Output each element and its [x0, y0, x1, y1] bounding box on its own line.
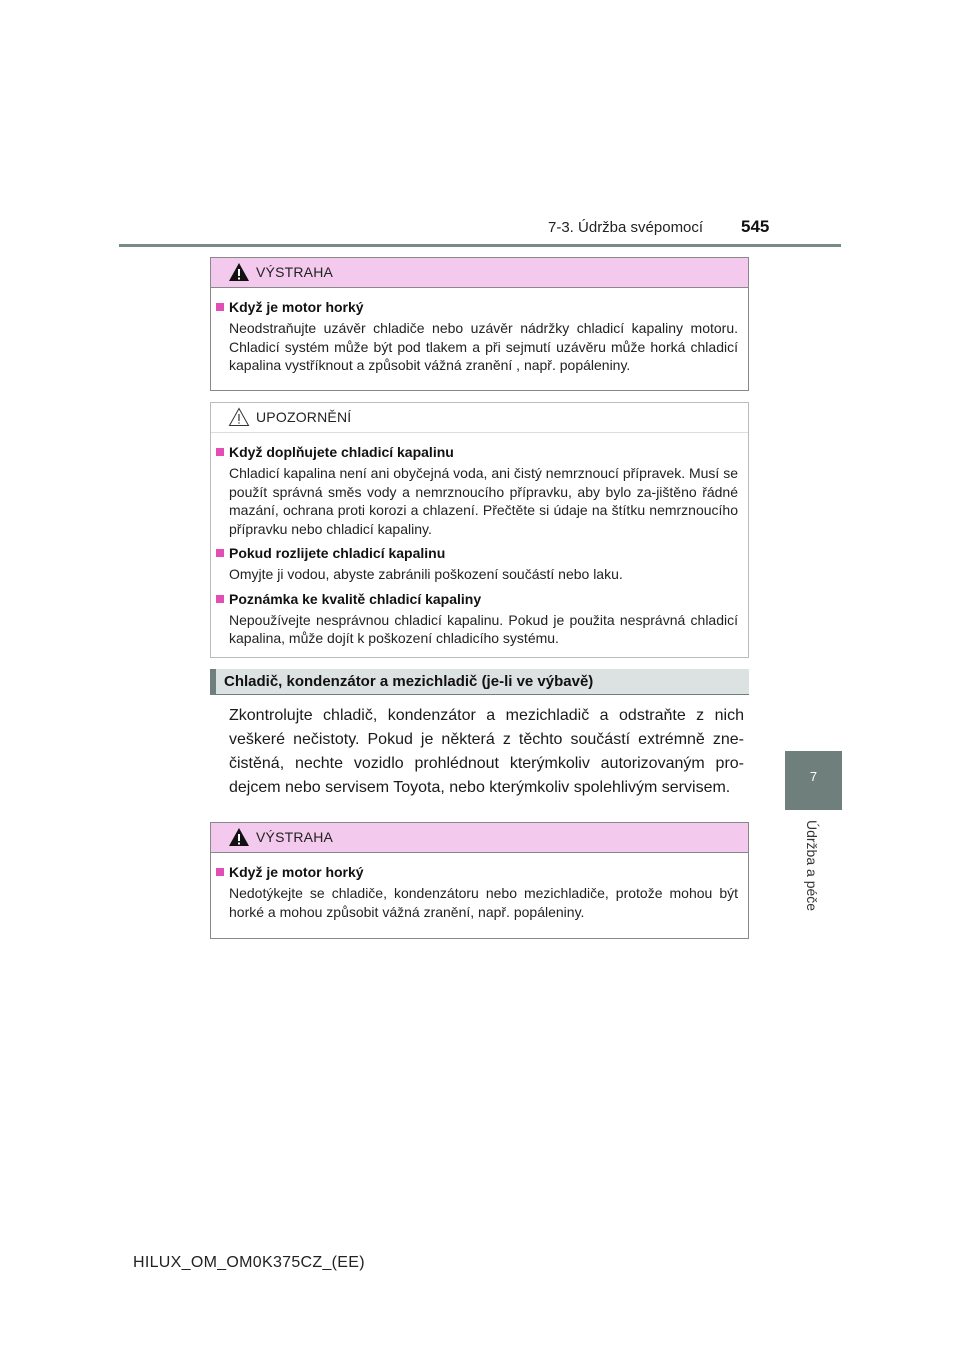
bullet-square-icon — [216, 448, 224, 456]
warning-box — [210, 822, 749, 939]
warning-box — [210, 257, 749, 391]
item-text: Nedotýkejte se chladiče, kondenzátoru nebo mezichladiče, protože mohou být horké a mohou způsobit vážná zranění, např. popáleniny. — [229, 885, 738, 920]
item-heading-text: Pokud rozlijete chladicí kapalinu — [229, 545, 446, 561]
warning-triangle-icon — [228, 262, 250, 282]
item-heading — [216, 298, 738, 316]
item-heading — [216, 590, 738, 608]
bullet-square-icon — [216, 868, 224, 876]
warning-box-title: VÝSTRAHA — [256, 829, 334, 845]
warning-box-header — [211, 258, 748, 288]
item-heading-text: Když je motor horký — [229, 299, 364, 315]
chapter-number: 7 — [809, 769, 818, 784]
item-text: Omyjte ji vodou, abyste zabránili poškození součástí nebo laku. — [229, 566, 623, 582]
bullet-square-icon — [216, 549, 224, 557]
item-text: Chladicí kapalina není ani obyčejná voda, ani čistý nemrznoucí přípravek. Musí se použít správná směs vody a nemrznoucího přípravku, aby bylo za-jištěno řádné mazání, ochrana proti korozi a chlazení. Přečtěte si údaje na štítku nemrznoucího přípravku nebo chladicí kapaliny. — [229, 465, 738, 537]
warning-box-body — [211, 853, 748, 935]
item-text: Neodstraňujte uzávěr chladiče nebo uzávěr nádržky chladicí kapaliny motoru. Chladicí systém může být pod tlakem a při sejmutí uzávěru může horká chladicí kapalina vystříknout a způsobit vážná zranění , např. popáleniny. — [229, 320, 738, 373]
caution-box-header — [211, 403, 748, 433]
warning-box-body — [211, 288, 748, 389]
bullet-square-icon — [216, 595, 224, 603]
warning-triangle-icon — [228, 827, 250, 847]
warning-box-header — [211, 823, 748, 853]
chapter-label: Údržba a péče — [804, 820, 820, 912]
section-heading-text: Chladič, kondenzátor a mezichladič (je-li ve výbavě) — [224, 673, 594, 690]
caution-triangle-icon — [228, 407, 250, 427]
item-text: Nepoužívejte nesprávnou chladicí kapalinu. Pokud je použita nesprávná chladicí kapalina, může dojít k poškození chladicího systému. — [229, 611, 738, 646]
chapter-tab — [785, 751, 842, 810]
section-paragraph: Zkontrolujte chladič, kondenzátor a mezichladič a odstraňte z nich veškeré nečistoty. Pokud je některá z těchto součástí extrémně zne-čistěná, nechte vozidlo prohlédnout kterýmkoliv autorizovaným pro-dejcem nebo servisem Toyota, nebo kterýmkoliv spolehlivým servisem. — [229, 707, 744, 796]
item-heading-text: Když je motor horký — [229, 864, 364, 880]
caution-box-body — [211, 433, 748, 662]
item-heading — [216, 443, 738, 461]
item-heading-text: Když doplňujete chladicí kapalinu — [229, 444, 454, 460]
footer-doc-code: HILUX_OM_OM0K375CZ_(EE) — [133, 1254, 365, 1271]
bullet-square-icon — [216, 303, 224, 311]
item-heading — [216, 544, 738, 562]
page-number: 545 — [741, 217, 770, 236]
caution-box-title: UPOZORNĚNÍ — [256, 409, 352, 425]
item-heading — [216, 863, 738, 881]
caution-box — [210, 402, 749, 658]
header-rule — [119, 244, 841, 247]
header-section-title: 7-3. Údržba svépomocí — [548, 219, 704, 236]
item-heading-text: Poznámka ke kvalitě chladicí kapaliny — [229, 590, 482, 607]
warning-box-title: VÝSTRAHA — [256, 264, 334, 280]
section-heading — [210, 669, 749, 695]
